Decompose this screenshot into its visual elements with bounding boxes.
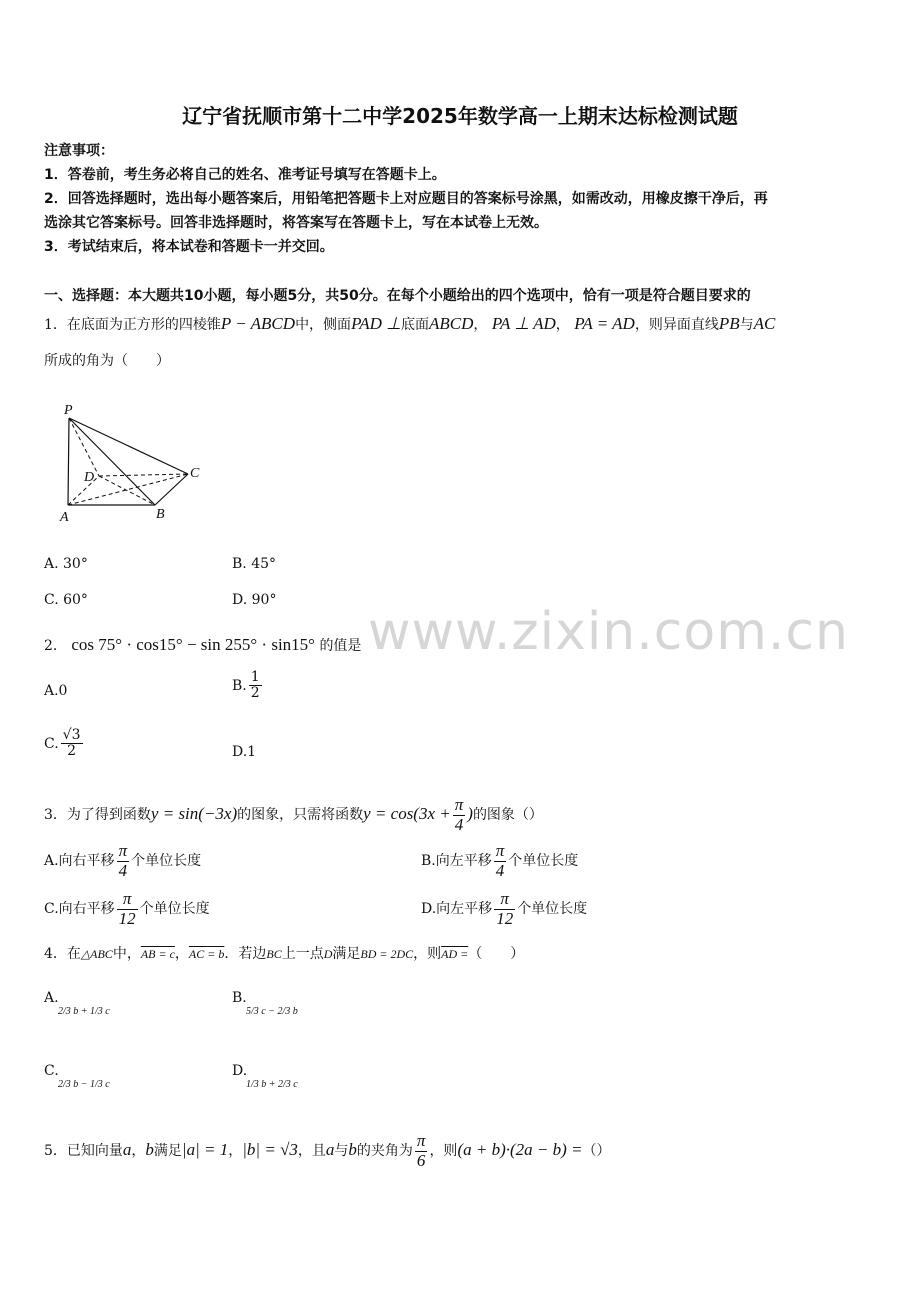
q1-stem-line2: 所成的角为（ ） (44, 353, 170, 369)
q1-option-d[interactable]: D. 90° (232, 592, 277, 608)
note-2b: 选涂其它答案标号。回答非选择题时，将答案写在答题卡上，写在本试卷上无效。 (44, 215, 548, 231)
q3-option-b[interactable]: B.向左平移 $\frac{\pi}{4}$ 个单位长度 (421, 841, 579, 880)
q4-option-a[interactable]: A. 2/3 b + 1/3 c (44, 990, 110, 1017)
q3-option-d[interactable]: D.向左平移 $\frac{\pi}{12}$ 个单位长度 (421, 889, 588, 928)
q1-option-b[interactable]: B. 45° (232, 556, 277, 572)
q1-stem-line1: 1．在底面为正方形的四棱锥P − ABCD中，侧面PAD ⊥底面ABCD， PA ⊥ AD， PA = AD，则异面直线PB与AC (44, 314, 776, 333)
q1-option-a[interactable]: A. 30° (44, 556, 88, 572)
note-1: 1．答卷前，考生务必将自己的姓名、准考证号填写在答题卡上。 (44, 167, 446, 183)
q4-option-b[interactable]: B. 5/3 c − 2/3 b (232, 990, 298, 1017)
q2-option-c[interactable]: C. $\frac{√3}{2}$ (44, 727, 81, 760)
edge-DC (99, 474, 188, 476)
page-title: 辽宁省抚顺市第十二中学2025年数学高一上期末达标检测试题 (182, 104, 738, 128)
q2-option-b[interactable]: B. $\frac{1}{2}$ (232, 669, 260, 702)
q2-stem: 2． cos 75° · cos15° − sin 255° · sin15° 的值是 (44, 635, 362, 654)
q1-pyramid-figure (52, 400, 212, 525)
q1-option-c[interactable]: C. 60° (44, 592, 88, 608)
label-B: B (156, 507, 165, 522)
label-C: C (190, 466, 200, 481)
q4-option-c[interactable]: C. 2/3 b − 1/3 c (44, 1063, 110, 1090)
section-1-heading: 一、选择题：本大题共10小题，每小题5分，共50分。在每个小题给出的四个选项中，恰有一项是符合题目要求的 (44, 288, 751, 304)
q4-option-d[interactable]: D. 1/3 b + 2/3 c (232, 1063, 298, 1090)
edge-PD (69, 418, 99, 476)
note-3: 3．考试结束后，将本试卷和答题卡一并交回。 (44, 239, 334, 255)
q5-stem: 5．已知向量a，b满足|a| = 1，|b| = √3，且a与b的夹角为 $\frac{\pi}{6}$ ，则(a + b)·(2a − b) =（） (44, 1131, 611, 1170)
watermark: www.zixin.com.cn (368, 602, 849, 662)
label-D: D (84, 470, 95, 485)
q4-stem: 4．在△ABC中，AB = c，AC = b．若边BC上一点D满足BD = 2DC，则AD =（ ） (44, 946, 525, 962)
q2-option-a[interactable]: A.0 (44, 683, 68, 699)
edge-PA (68, 418, 69, 505)
edge-DB (99, 476, 155, 505)
q2-option-d[interactable]: D.1 (232, 744, 257, 760)
edge-PB (69, 418, 155, 505)
q3-option-c[interactable]: C.向右平移 $\frac{\pi}{12}$ 个单位长度 (44, 889, 210, 928)
edge-PC (69, 418, 188, 474)
notes-heading: 注意事项： (44, 143, 114, 159)
label-A: A (60, 510, 69, 525)
q3-stem: 3．为了得到函数y = sin(−3x)的图象，只需将函数y = cos(3x + $\frac{\pi}{4}$ )的图象（） (44, 795, 543, 834)
q3-option-a[interactable]: A.向右平移 $\frac{\pi}{4}$ 个单位长度 (44, 841, 202, 880)
label-P: P (64, 403, 73, 418)
note-2a: 2．回答选择题时，选出每小题答案后，用铅笔把答题卡上对应题目的答案标号涂黑，如需改动，用橡皮擦干净后，再 (44, 191, 768, 207)
